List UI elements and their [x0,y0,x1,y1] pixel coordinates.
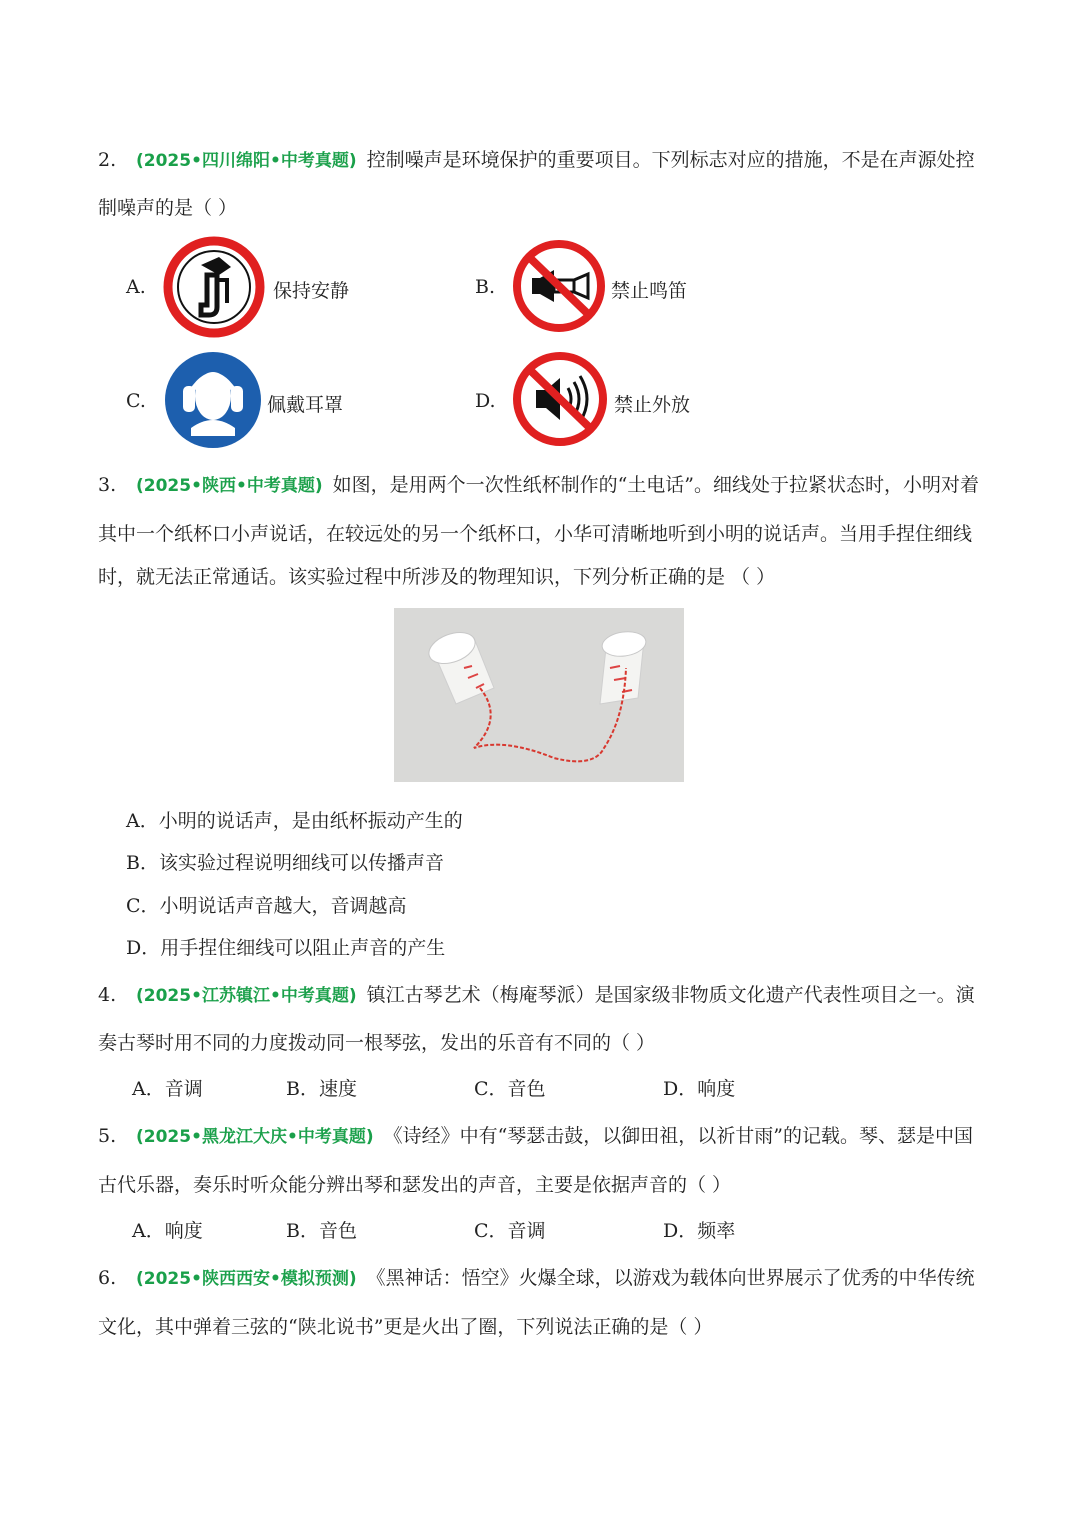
no-speaker-sign-icon [510,350,610,448]
option-letter-c: C. [126,390,146,412]
q3-option-a: A．小明的说话声，是由纸杯振动产生的 [126,810,463,832]
option-letter-a: A. [126,276,146,298]
q5-option-c: C．音调 [474,1220,546,1242]
option-label-d: 禁止外放 [614,394,691,416]
question-2-line-1 [98,148,975,173]
question-source: (2025•陕西西安•模拟预测) [136,1269,357,1289]
question-number: 3. [98,474,117,496]
question-5-line-2: 古代乐器，奏乐时听众能分辨出琴和瑟发出的声音，主要是依据声音的（ ） [98,1174,732,1196]
question-number: 6. [98,1267,117,1289]
question-source: (2025•陕西•中考真题) [136,476,323,496]
q3-option-b: B．该实验过程说明细线可以传播声音 [126,852,444,874]
question-text: 如图，是用两个一次性纸杯制作的“土电话”。细线处于拉紧状态时，小明对着 [332,474,980,496]
question-text: 控制噪声是环境保护的重要项目。下列标志对应的措施，不是在声源处控 [366,149,975,171]
question-5-line-1 [98,1124,973,1149]
question-number: 4. [98,984,117,1006]
question-4-line-2: 奏古琴时用不同的力度拨动同一根琴弦，发出的乐音有不同的（ ） [98,1032,656,1054]
question-6-line-2: 文化，其中弹着三弦的“陕北说书”更是火出了圈，下列说法正确的是（ ） [98,1316,713,1338]
paper-cup-telephone-photo [394,608,684,782]
quiet-sign-icon [161,235,267,339]
q4-option-c: C．音色 [474,1078,546,1100]
earmuffs-sign-icon [161,350,265,450]
option-letter-d: D. [475,390,496,412]
option-label-c: 佩戴耳罩 [267,394,344,416]
question-text: 《黑神话：悟空》火爆全球，以游戏为载体向世界展示了优秀的中华传统 [366,1267,975,1289]
q5-option-a: A．响度 [132,1220,203,1242]
question-source: (2025•四川绵阳•中考真题) [136,151,357,171]
q5-option-d: D．频率 [663,1220,736,1242]
q3-option-d: D．用手捏住细线可以阻止声音的产生 [126,937,446,959]
question-text: 镇江古琴艺术（梅庵琴派）是国家级非物质文化遗产代表性项目之一。演 [366,984,975,1006]
question-3-line-2: 其中一个纸杯口小声说话，在较远处的另一个纸杯口，小华可清晰地听到小明的说话声。当用手捏住细线 [98,523,973,545]
q5-option-b: B．音色 [286,1220,357,1242]
q4-option-d: D．响度 [663,1078,736,1100]
question-2-line-2: 制噪声的是（ ） [98,197,238,219]
question-text: 《诗经》中有“琴瑟击鼓，以御田祖，以祈甘雨”的记载。琴、瑟是中国 [383,1125,974,1147]
option-label-a: 保持安静 [273,280,350,302]
question-number: 5. [98,1125,117,1147]
q4-option-a: A．音调 [132,1078,203,1100]
question-number: 2. [98,149,117,171]
q4-option-b: B．速度 [286,1078,357,1100]
question-3-line-1 [98,473,979,498]
no-horn-sign-icon [510,238,608,334]
question-4-line-1 [98,983,975,1008]
question-source: (2025•黑龙江大庆•中考真题) [136,1127,374,1147]
q3-option-c: C．小明说话声音越大，音调越高 [126,895,407,917]
question-6-line-1 [98,1266,975,1291]
option-letter-b: B. [475,276,496,298]
question-source: (2025•江苏镇江•中考真题) [136,986,357,1006]
question-3-line-3: 时，就无法正常通话。该实验过程中所涉及的物理知识，下列分析正确的是 （ ） [98,566,776,588]
option-label-b: 禁止鸣笛 [611,280,688,302]
